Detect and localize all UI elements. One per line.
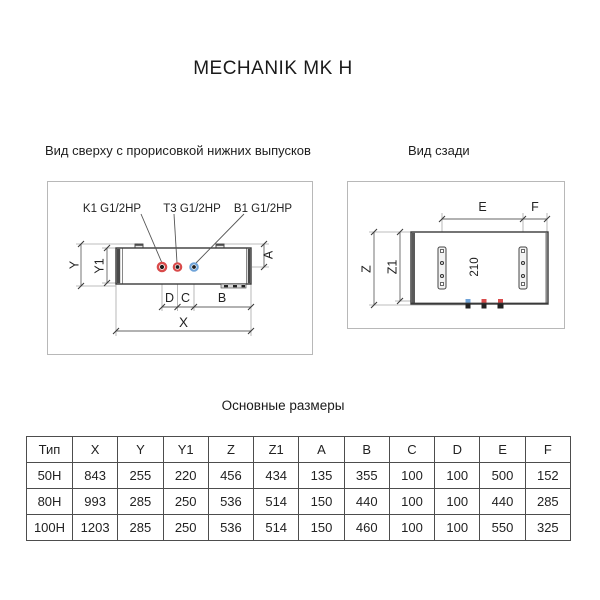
header-cell: B	[344, 437, 389, 463]
cell: 536	[208, 489, 253, 515]
table-row	[27, 463, 571, 489]
tank-top-view	[116, 244, 251, 288]
dim-label-y: Y	[67, 260, 82, 270]
cell: 100	[435, 463, 480, 489]
cell: 285	[525, 489, 570, 515]
header-cell: A	[299, 437, 344, 463]
bracket-hole	[522, 250, 525, 253]
cell: 285	[118, 515, 163, 541]
header-cell: Z1	[254, 437, 299, 463]
cell-type: 80H	[27, 489, 73, 515]
bracket-hole	[522, 262, 525, 265]
cell: 456	[208, 463, 253, 489]
nozzle-body	[498, 304, 504, 309]
cell: 255	[118, 463, 163, 489]
cell-type: 100H	[27, 515, 73, 541]
cell: 325	[525, 515, 570, 541]
terminal-mark	[233, 285, 237, 287]
header-cell: X	[73, 437, 118, 463]
nozzle-body	[466, 304, 471, 309]
cell: 355	[344, 463, 389, 489]
dim-label-f: F	[531, 200, 539, 214]
cell: 250	[163, 515, 208, 541]
cell: 135	[299, 463, 344, 489]
cell: 150	[299, 489, 344, 515]
cell: 514	[254, 489, 299, 515]
cell: 100	[389, 489, 434, 515]
dim-label-210: 210	[469, 257, 482, 277]
cell: 514	[254, 515, 299, 541]
bracket-hole	[441, 283, 444, 286]
port-b1-core	[192, 265, 196, 269]
cell: 434	[254, 463, 299, 489]
dim-label-a: A	[261, 250, 276, 260]
cell: 285	[118, 489, 163, 515]
cell: 100	[389, 463, 434, 489]
mounting-tab-right-edge	[216, 244, 224, 246]
nozzle-tip-red	[498, 299, 503, 303]
table-header-row	[27, 437, 571, 463]
bracket-hole	[441, 250, 444, 253]
dim-label-y1: Y1	[92, 258, 107, 274]
cell: 100	[435, 489, 480, 515]
cell: 500	[480, 463, 525, 489]
bracket-hole	[522, 283, 525, 286]
cell-type: 50H	[27, 463, 73, 489]
dim-label-d: D	[164, 291, 175, 305]
tank-left-cap	[117, 249, 120, 283]
header-cell: Y	[118, 437, 163, 463]
dim-label-x: X	[178, 315, 189, 330]
port-t3-core	[176, 265, 180, 269]
cell: 550	[480, 515, 525, 541]
tank-left-edge	[412, 233, 415, 303]
cell: 100	[389, 515, 434, 541]
cell: 220	[163, 463, 208, 489]
port-label-b1: B1 G1/2HP	[233, 203, 293, 215]
tank-outline	[116, 248, 251, 284]
dimensions-table	[26, 436, 571, 541]
dim-label-e: E	[478, 200, 487, 214]
tank-right-edge	[545, 233, 547, 303]
bracket-hole	[441, 275, 444, 278]
terminal-mark	[224, 285, 228, 287]
page-title: MECHANIK MK H	[193, 58, 353, 79]
header-cell: D	[435, 437, 480, 463]
header-cell: F	[525, 437, 570, 463]
dim-label-b: B	[217, 291, 227, 305]
table-title: Основные размеры	[221, 398, 345, 413]
nozzle-tip-red	[482, 299, 487, 303]
port-label-t3: T3 G1/2HP	[163, 203, 221, 215]
cell: 100	[435, 515, 480, 541]
header-cell: Z	[208, 437, 253, 463]
terminal-mark	[242, 285, 246, 287]
port-label-k1: K1 G1/2HP	[82, 203, 142, 215]
cell: 150	[299, 515, 344, 541]
top-view-caption: Вид сверху с прорисовкой нижних выпусков	[45, 143, 311, 158]
dim-label-z1: Z1	[385, 259, 400, 275]
bracket-hole	[522, 275, 525, 278]
nozzle-tip-blue	[466, 299, 471, 303]
cell: 440	[344, 489, 389, 515]
nozzle-body	[482, 304, 487, 309]
dim-label-z: Z	[359, 265, 374, 273]
top-view-drawing	[48, 182, 312, 354]
cell: 993	[73, 489, 118, 515]
cell: 843	[73, 463, 118, 489]
rear-view-panel	[347, 181, 565, 329]
cell: 440	[480, 489, 525, 515]
port-k1-core	[160, 265, 164, 269]
cell: 1203	[73, 515, 118, 541]
bracket-hole	[441, 262, 444, 265]
header-cell: Тип	[27, 437, 73, 463]
table-row	[27, 489, 571, 515]
header-cell: C	[389, 437, 434, 463]
top-view-panel	[47, 181, 313, 355]
table-row	[27, 515, 571, 541]
rear-view-caption: Вид сзади	[408, 143, 470, 158]
cell: 152	[525, 463, 570, 489]
header-cell: Y1	[163, 437, 208, 463]
mounting-tab-left-edge	[135, 244, 143, 246]
rear-view-drawing	[348, 182, 564, 328]
dim-label-c: C	[180, 291, 191, 305]
cell: 250	[163, 489, 208, 515]
cell: 460	[344, 515, 389, 541]
cell: 536	[208, 515, 253, 541]
tank-right-cap	[248, 249, 250, 283]
header-cell: E	[480, 437, 525, 463]
